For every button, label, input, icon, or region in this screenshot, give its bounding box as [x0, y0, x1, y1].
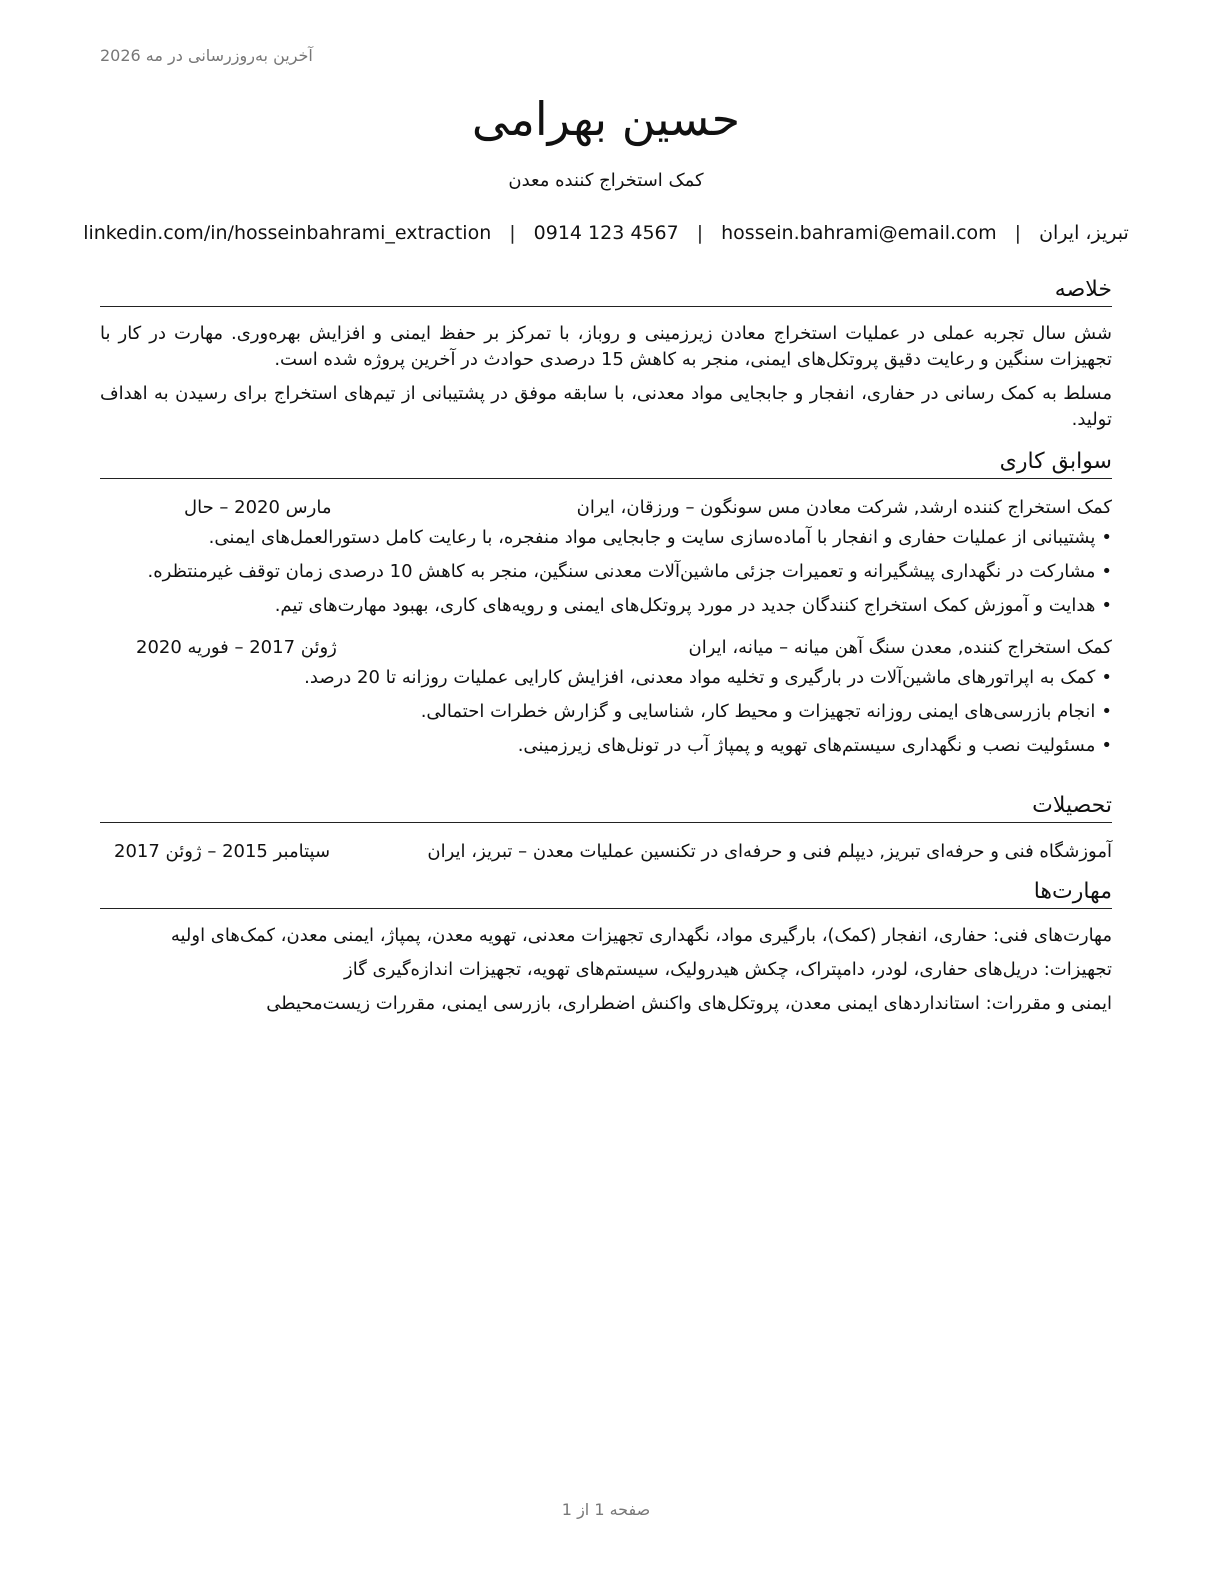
section-heading-summary: خلاصه — [100, 276, 1112, 307]
education-dates: سپتامبر 2015 – ژوئن 2017 — [114, 841, 331, 862]
skills-section — [100, 878, 1112, 1017]
summary-section — [100, 276, 1112, 433]
experience-section — [100, 448, 1112, 767]
contact-separator: | — [1014, 222, 1022, 244]
contact-linkedin[interactable]: linkedin.com/in/hosseinbahrami_extraction — [83, 222, 492, 244]
contact-separator: | — [696, 222, 704, 244]
resume-page — [83, 0, 1129, 1584]
page-number: صفحه 1 از 1 — [561, 1500, 651, 1519]
contact-location: تبریز، ایران — [1039, 222, 1129, 244]
section-heading-skills: مهارت‌ها — [100, 878, 1112, 909]
contact-line — [83, 222, 1129, 244]
job-entry — [100, 495, 1112, 619]
education-section — [100, 792, 1112, 865]
summary-paragraph: مسلط به کمک رسانی در حفاری، انفجار و جابجایی مواد معدنی، با سابقه موفق در پشتیبانی از تیم‌های استخراج برای رسیدن به اهداف تولید. — [100, 383, 1112, 430]
last-updated-note: آخرین به‌روزرسانی در مه 2026 — [100, 46, 313, 65]
job-bullet: •مسئولیت نصب و نگهداری سیستم‌های تهویه و پمپاژ آب در تونل‌های زیرزمینی. — [517, 735, 1112, 756]
contact-phone: 0914 123 4567 — [533, 222, 679, 244]
candidate-title: کمک استخراج کننده معدن — [508, 170, 704, 191]
job-bullet: •کمک به اپراتورهای ماشین‌آلات در بارگیری و تخلیه مواد معدنی، افزایش کارایی عملیات روزانه تا 20 درصد. — [304, 667, 1112, 688]
job-bullet: •انجام بازرسی‌های ایمنی روزانه تجهیزات و محیط کار، شناسایی و گزارش خطرات احتمالی. — [420, 701, 1112, 722]
job-dates: مارس 2020 – حال — [184, 497, 332, 518]
job-role: کمک استخراج کننده, معدن سنگ آهن میانه – میانه، ایران — [688, 637, 1112, 658]
job-header — [100, 495, 1112, 521]
skills-line: ایمنی و مقررات: استانداردهای ایمنی معدن، پروتکل‌های واکنش اضطراری، بازرسی ایمنی، مقررات زیست‌محیطی — [266, 993, 1112, 1014]
job-role: کمک استخراج کننده ارشد, شرکت معادن مس سونگون – ورزقان، ایران — [576, 497, 1112, 518]
summary-paragraph: شش سال تجربه عملی در عملیات استخراج معادن زیرزمینی و روباز، با تمرکز بر حفظ ایمنی و افزایش بهره‌وری. مهارت در کار با تجهیزات سنگین و رعایت دقیق پروتکل‌های ایمنی، منجر به کاهش 15 درصدی حوادث در آخرین پروژه شده است. — [100, 323, 1112, 370]
job-bullet: •مشارکت در نگهداری پیشگیرانه و تعمیرات جزئی ماشین‌آلات معدنی سنگین، منجر به کاهش 10 درصدی زمان توقف غیرمنتظره. — [147, 561, 1112, 582]
contact-separator: | — [509, 222, 516, 244]
education-text: آموزشگاه فنی و حرفه‌ای تبریز, دیپلم فنی و حرفه‌ای در تکنسین عملیات معدن – تبریز، ایران — [427, 841, 1112, 862]
job-bullet: •پشتیبانی از عملیات حفاری و انفجار با آماده‌سازی سایت و جابجایی مواد منفجره، با رعایت کامل دستورالعمل‌های ایمنی. — [208, 527, 1112, 548]
job-entry — [100, 635, 1112, 759]
education-entry — [100, 839, 1112, 865]
section-heading-experience: سوابق کاری — [100, 448, 1112, 479]
candidate-name: حسین بهرامی — [471, 92, 741, 146]
job-header — [100, 635, 1112, 661]
job-bullet: •هدایت و آموزش کمک استخراج کنندگان جدید در مورد پروتکل‌های ایمنی و رویه‌های کاری، بهبود مهارت‌های تیم. — [274, 595, 1112, 616]
skills-line: تجهیزات: دریل‌های حفاری، لودر، دامپتراک، چکش هیدرولیک، سیستم‌های تهویه، تجهیزات اندازه‌گیری گاز — [344, 959, 1112, 980]
skills-line: مهارت‌های فنی: حفاری، انفجار (کمک)، بارگیری مواد، نگهداری تجهیزات معدنی، تهویه معدن، پمپاژ، ایمنی معدن، کمک‌های اولیه — [170, 925, 1112, 946]
contact-email[interactable]: hossein.bahrami@email.com — [721, 222, 997, 244]
job-bullets — [100, 665, 1112, 759]
job-bullets — [100, 525, 1112, 619]
section-heading-education: تحصیلات — [100, 792, 1112, 823]
job-dates: ژوئن 2017 – فوریه 2020 — [136, 637, 337, 658]
